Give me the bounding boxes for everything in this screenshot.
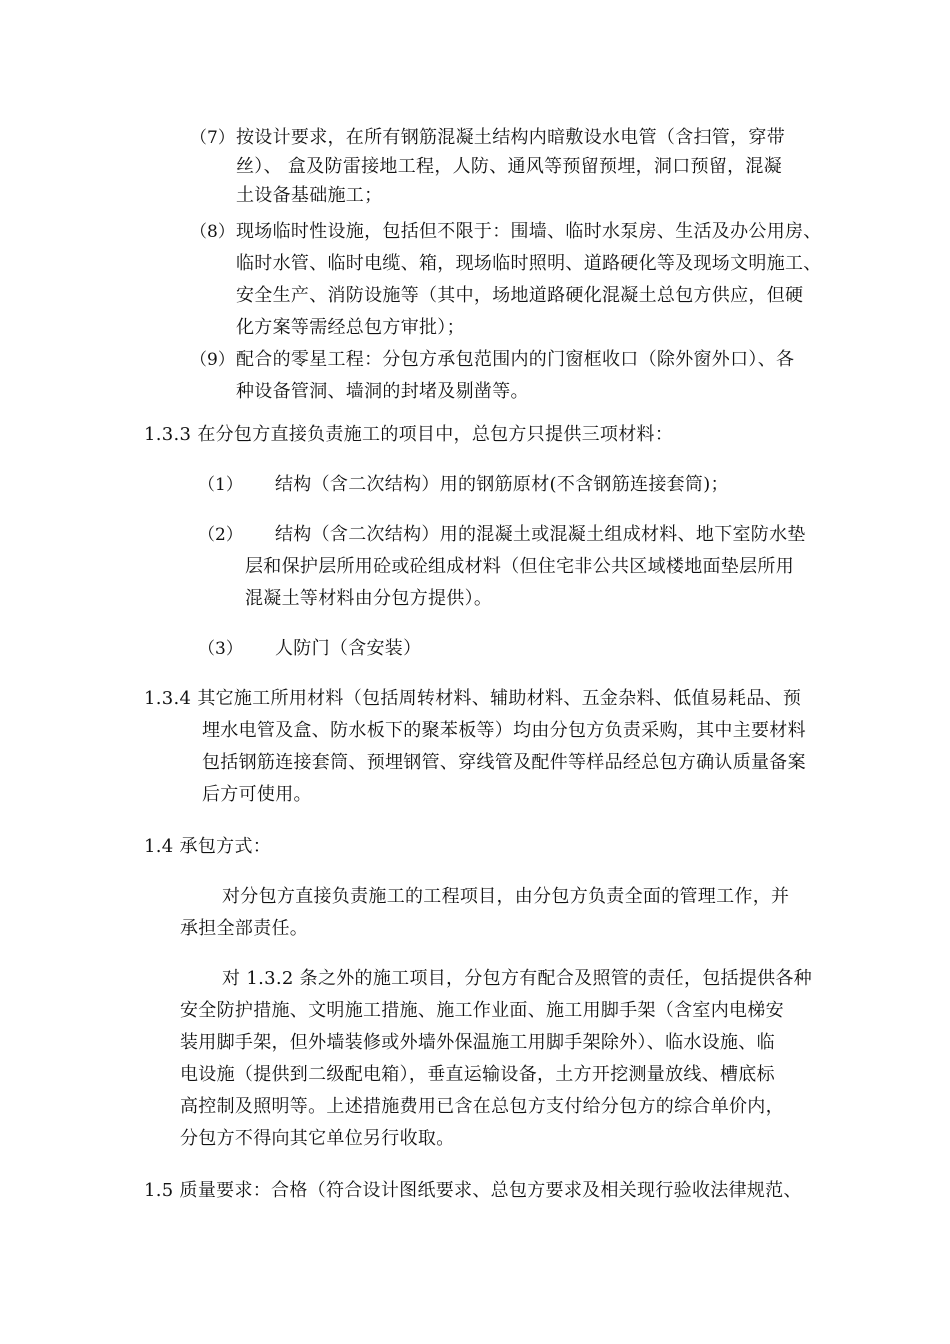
item9-number: （9） (190, 350, 235, 370)
item8-line-4: 化方案等需经总包方审批）； (236, 317, 465, 338)
section-1-4-para2-line-1: 对 1.3.2 条之外的施工项目，分包方有配合及照管的责任，包括提供各种 (222, 968, 813, 989)
item7-line-3: 土设备基础施工； (236, 185, 383, 206)
item9-line-2: 种设备管洞、墙洞的封堵及剔凿等。 (236, 381, 529, 402)
section-1-3-4-line-1: 1.3.4 其它施工所用材料（包括周转材料、辅助材料、五金杂料、低值易耗品、预 (144, 688, 802, 709)
item8-line-2: 临时水管、临时电缆、箱，现场临时照明、道路硬化等及现场文明施工、 (236, 253, 822, 274)
material-2-number: （2） (198, 525, 243, 545)
item7-number: （7） (190, 128, 235, 148)
item9-line-1: 配合的零星工程：分包方承包范围内的门窗框收口（除外窗外口）、各 (236, 349, 795, 370)
section-1-4-para2-line-5: 高控制及照明等。上述措施费用已含在总包方支付给分包方的综合单价内， (180, 1096, 784, 1117)
material-1-line-1: 结构（含二次结构）用的钢筋原材(不含钢筋连接套筒)； (275, 474, 729, 495)
section-1-3-4-line-2: 埋水电管及盒、防水板下的聚苯板等）均由分包方负责采购，其中主要材料 (202, 720, 806, 741)
section-1-4-para2-line-3: 装用脚手架，但外墙装修或外墙外保温施工用脚手架除外）、临水设施、临 (180, 1032, 775, 1053)
item8-line-3: 安全生产、消防设施等（其中，场地道路硬化混凝土总包方供应，但硬 (236, 285, 804, 306)
section-1-3-4-line-4: 后方可使用。 (202, 784, 312, 805)
material-3-line-1: 人防门（含安装） (275, 638, 422, 659)
material-2-line-2: 层和保护层所用砼或砼组成材料（但住宅非公共区域楼地面垫层所用 (245, 556, 794, 577)
item7-line-1: 按设计要求，在所有钢筋混凝土结构内暗敷设水电管（含扫管，穿带 (236, 127, 785, 148)
section-1-4-para2-line-2: 安全防护措施、文明施工措施、施工作业面、施工用脚手架（含室内电梯安 (180, 1000, 784, 1021)
section-1-4-para2-line-4: 电设施（提供到二级配电箱），垂直运输设备，土方开挖测量放线、槽底标 (180, 1064, 775, 1085)
section-1-4-heading: 1.4 承包方式： (144, 836, 272, 857)
material-2-line-1: 结构（含二次结构）用的混凝土或混凝土组成材料、地下室防水垫 (275, 524, 806, 545)
section-1-3-4-line-3: 包括钢筋连接套筒、预埋钢管、穿线管及配件等样品经总包方确认质量备案 (202, 752, 806, 773)
section-1-5-heading: 1.5 质量要求：合格（符合设计图纸要求、总包方要求及相关现行验收法律规范、 (144, 1180, 802, 1201)
material-3-number: （3） (198, 639, 243, 659)
item8-number: （8） (190, 222, 235, 242)
section-1-3-3-heading: 1.3.3 在分包方直接负责施工的项目中，总包方只提供三项材料： (144, 424, 674, 445)
section-1-4-para2-line-6: 分包方不得向其它单位另行收取。 (180, 1128, 455, 1149)
section-1-4-para1-line-1: 对分包方直接负责施工的工程项目，由分包方负责全面的管理工作，并 (222, 886, 790, 907)
material-1-number: （1） (198, 475, 243, 495)
item7-line-2: 丝）、 盒及防雷接地工程，人防、通风等预留预埋，洞口预留，混凝 (236, 156, 783, 177)
material-2-line-3: 混凝土等材料由分包方提供）。 (245, 588, 493, 609)
item8-line-1: 现场临时性设施，包括但不限于：围墙、临时水泵房、生活及办公用房、 (236, 221, 822, 242)
section-1-4-para1-line-2: 承担全部责任。 (180, 918, 309, 939)
